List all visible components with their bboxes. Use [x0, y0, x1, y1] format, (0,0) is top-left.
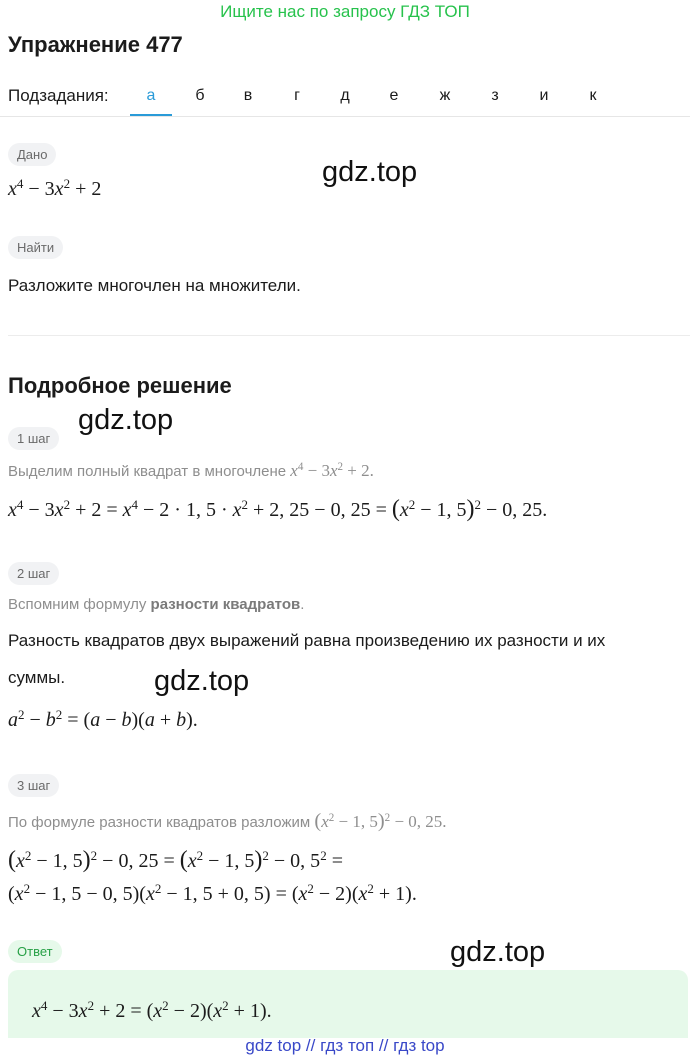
tab-i[interactable]: и [539, 87, 549, 104]
section-divider [8, 335, 690, 336]
step-3-hint: По формуле разности квадратов разложим ($x^2 - 1$, 5)$^2$ − 0, 25. [8, 810, 447, 832]
find-badge: Найти [8, 236, 63, 259]
tab-b[interactable]: б [195, 87, 205, 104]
step-1-badge: 1 шаг [8, 427, 59, 450]
search-banner[interactable]: Ищите нас по запросу ГДЗ ТОП [220, 2, 470, 21]
step-1-hint: Выделим полный квадрат в многочлене $x^4 - 3x^2 + 2$. [8, 460, 374, 480]
tab-zh[interactable]: ж [439, 87, 451, 104]
step-2-text-line1: Разность квадратов двух выражений равна произведению их разности и их [8, 631, 606, 650]
step-3-formula-line1: ($x^2 - 1$, 5)$^2$ − 0, $25 = (x^2 - 1$, 5)$^2$ − 0, $5^2$ = [8, 847, 343, 873]
find-text: Разложите многочлен на множители. [8, 276, 301, 295]
tab-e[interactable]: е [389, 87, 399, 104]
step-2-badge: 2 шаг [8, 562, 59, 585]
answer-formula: $x^4 - 3x^2 + 2 = (x^2 - 2)(x^2 + 1)$. [32, 997, 272, 1022]
step-2-text-line2: суммы. [8, 668, 66, 687]
tab-g[interactable]: г [294, 87, 300, 104]
step-2-hint: Вспомним формулу разности квадратов. [8, 596, 305, 613]
given-badge: Дано [8, 143, 56, 166]
answer-badge: Ответ [8, 940, 62, 963]
step-2-formula: $a^2 - b^2 = (a - b)(a + b)$. [8, 706, 198, 731]
step-3-badge: 3 шаг [8, 774, 59, 797]
watermark: gdz.top [322, 156, 418, 188]
tab-a[interactable]: а [130, 74, 172, 116]
page-title: Упражнение 477 [8, 32, 183, 57]
tabs-divider [0, 116, 690, 117]
bottom-watermark-links[interactable]: gdz top // гдз топ // гдз top [245, 1036, 445, 1055]
tab-k[interactable]: к [589, 87, 597, 104]
tab-v[interactable]: в [243, 87, 253, 104]
subtasks-label: Подзадания: [8, 86, 109, 105]
step-1-formula: $x^4 - 3x^2 + 2 = x^4 - 2 \cdot 1$, $5 \cdot x^2 + 2$, 25 − 0, $25 = (x^2 - 1$, 5)$^2$ − 0, 25. [8, 496, 548, 522]
tab-z[interactable]: з [491, 87, 499, 104]
solution-title: Подробное решение [8, 373, 232, 398]
watermark: gdz.top [154, 665, 250, 697]
watermark: gdz.top [78, 404, 174, 436]
watermark: gdz.top [450, 936, 546, 968]
given-expression: $x^4 - 3x^2 + 2$ [8, 175, 102, 200]
step-3-formula-line2: ($x^2 - 1$, 5 − 0, $5)(x^2 - 1$, 5 + 0, $5) = (x^2 - 2)(x^2 + 1)$. [8, 880, 417, 905]
tab-d[interactable]: д [340, 87, 350, 104]
